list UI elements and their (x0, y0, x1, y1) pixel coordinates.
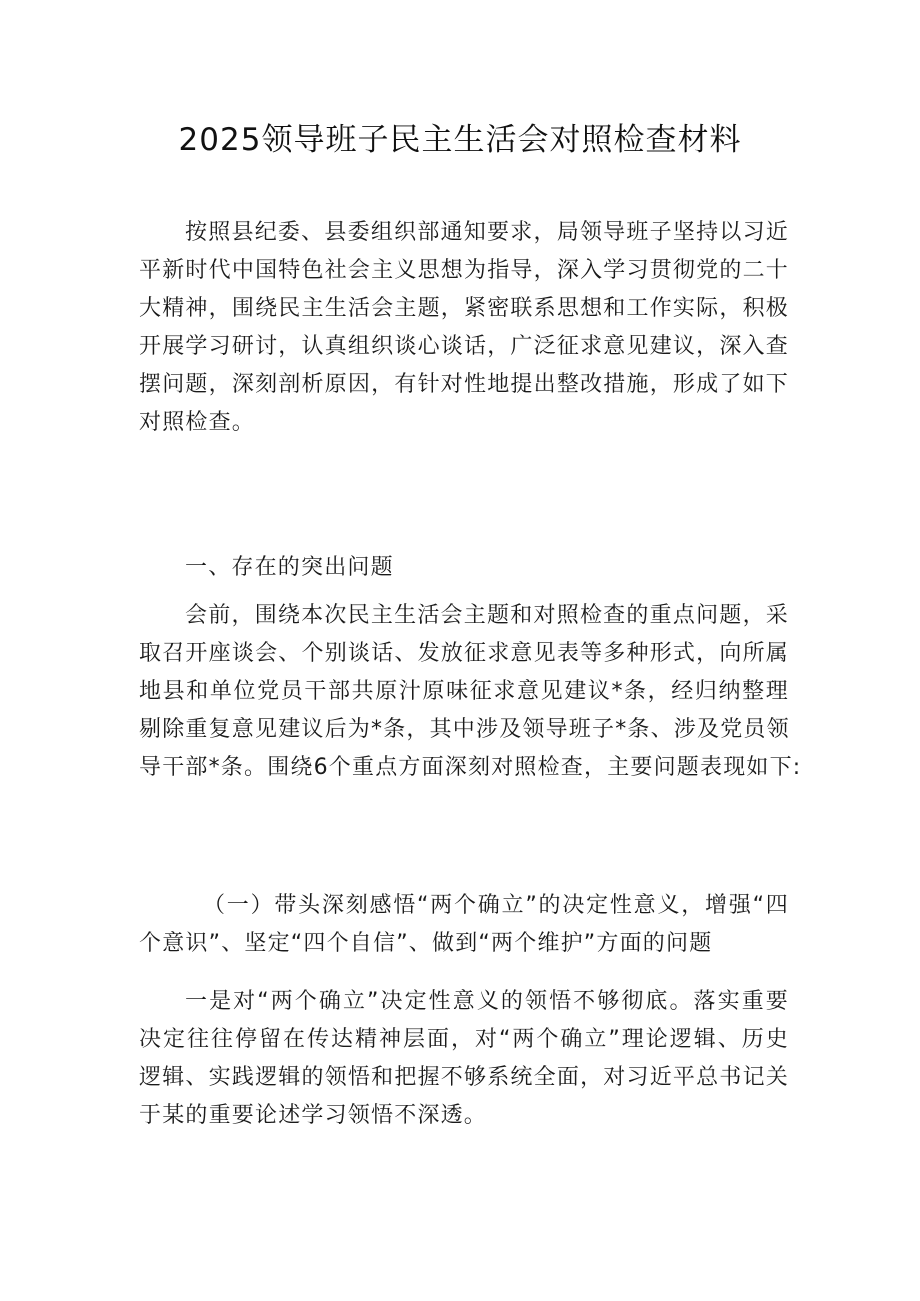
section-heading (139, 549, 789, 587)
subheading (139, 887, 789, 963)
intro-line: 大精神，围绕民主生活会主题，紧密联系思想和工作实际，积极 (139, 296, 789, 321)
intro-paragraph (139, 214, 789, 442)
section-heading-text: 一、存在的突出问题 (185, 555, 394, 580)
section-paragraph (139, 597, 802, 787)
intro-line: 按照县纪委、县委组织部通知要求，局领导班子坚持以习近 (185, 220, 789, 245)
intro-line: 对照检查。 (139, 410, 256, 435)
point-paragraph (139, 983, 789, 1135)
section-line: 地县和单位党员干部共原汁原味征求意见建议*条，经归纳整理 (139, 679, 789, 704)
point-line: 逻辑、实践逻辑的领悟和把握不够系统全面，对习近平总书记关 (139, 1065, 789, 1090)
document-title: 2025领导班子民主生活会对照检查材料 (178, 122, 742, 158)
intro-line: 摆问题，深刻剖析原因，有针对性地提出整改措施，形成了如下 (139, 372, 789, 397)
subheading-line: （一）带头深刻感悟“两个确立”的决定性意义，增强“四 (203, 893, 789, 918)
intro-line: 平新时代中国特色社会主义思想为指导，深入学习贯彻党的二十 (139, 258, 789, 283)
point-line: 决定往往停留在传达精神层面，对“两个确立”理论逻辑、历史 (139, 1027, 789, 1052)
intro-line: 开展学习研讨，认真组织谈心谈话，广泛征求意见建议，深入查 (139, 334, 789, 359)
section-line: 导干部*条。围绕6个重点方面深刻对照检查，主要问题表现如下: (139, 755, 802, 780)
subheading-line: 个意识”、坚定“四个自信”、做到“两个维护”方面的问题 (139, 931, 713, 956)
section-line: 会前，围绕本次民主生活会主题和对照检查的重点问题，采 (185, 603, 789, 628)
section-line: 取召开座谈会、个别谈话、发放征求意见表等多种形式，向所属 (139, 641, 789, 666)
point-line: 一是对“两个确立”决定性意义的领悟不够彻底。落实重要 (185, 989, 789, 1014)
point-line: 于某的重要论述学习领悟不深透。 (139, 1103, 488, 1128)
section-line: 剔除重复意见建议后为*条，其中涉及领导班子*条、涉及党员领 (139, 717, 790, 742)
